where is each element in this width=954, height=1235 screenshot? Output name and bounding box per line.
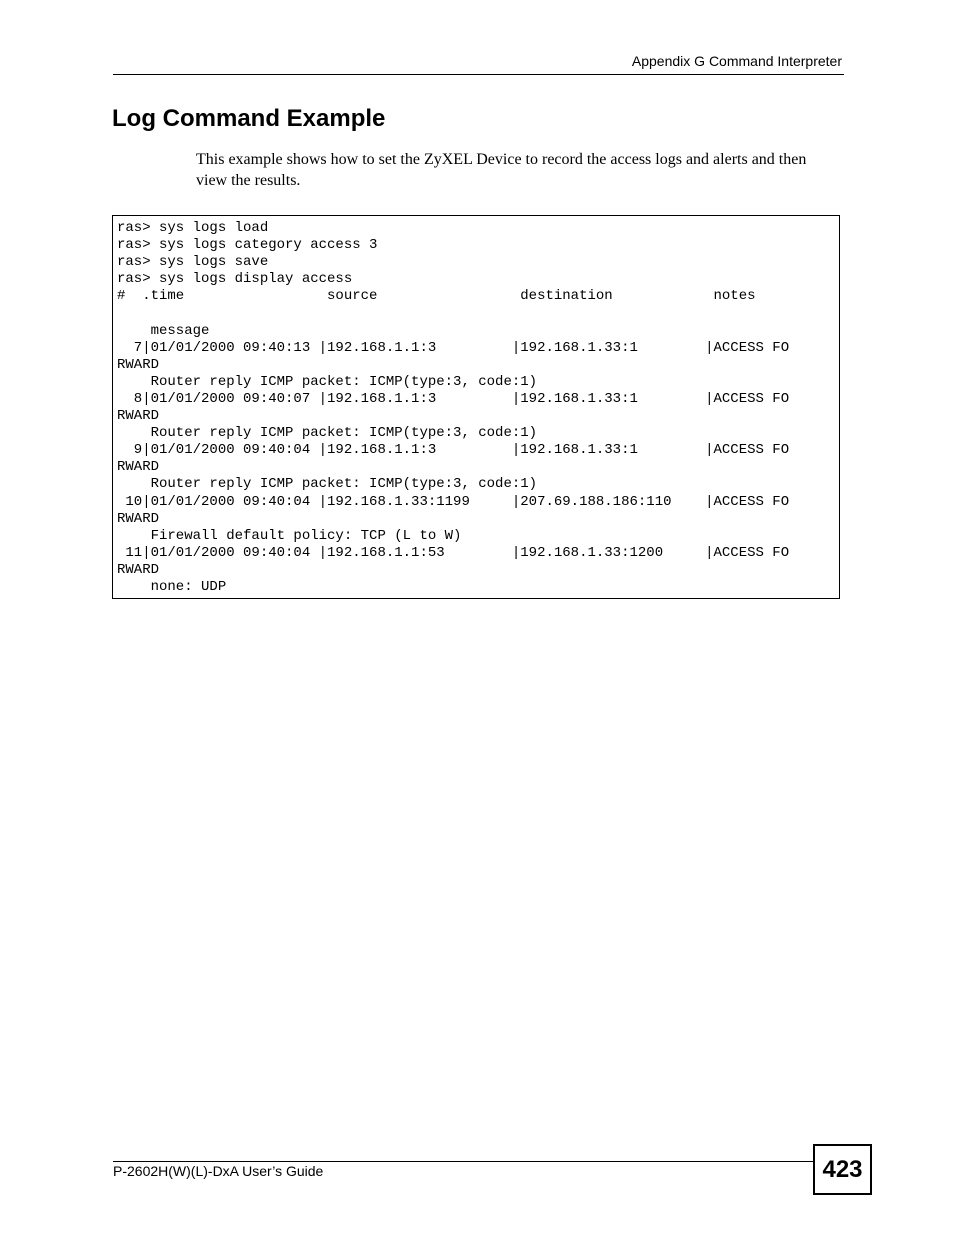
code-line: [117, 305, 839, 322]
code-line: Firewall default policy: TCP (L to W): [117, 527, 462, 544]
code-line: 10|01/01/2000 09:40:04 |192.168.1.33:1199 |207.69.188.186:110 |ACCESS FO: [117, 493, 790, 510]
code-line: 8|01/01/2000 09:40:07 |192.168.1.1:3 |192.168.1.33:1 |ACCESS FO: [117, 390, 790, 407]
code-line: RWARD: [117, 356, 160, 373]
code-line: Router reply ICMP packet: ICMP(type:3, code:1): [117, 373, 538, 390]
code-block: [112, 215, 840, 599]
intro-paragraph: This example shows how to set the ZyXEL Device to record the access logs and alerts and then view the results.: [196, 151, 807, 189]
code-line: ras> sys logs load: [117, 220, 269, 236]
code-line: RWARD: [117, 459, 160, 476]
code-line: message: [117, 322, 210, 339]
code-line: none: UDP: [117, 578, 227, 595]
code-line: RWARD: [117, 510, 160, 527]
code-line: ras> sys logs display access: [117, 271, 353, 288]
code-line: 9|01/01/2000 09:40:04 |192.168.1.1:3 |192.168.1.33:1 |ACCESS FO: [117, 442, 790, 459]
code-line: ras> sys logs category access 3: [117, 237, 378, 254]
guide-title: P-2602H(W)(L)-DxA User’s Guide: [113, 1163, 324, 1179]
page-number: 423: [813, 1144, 872, 1195]
code-line: 7|01/01/2000 09:40:13 |192.168.1.1:3 |192.168.1.33:1 |ACCESS FO: [117, 339, 790, 356]
code-line: # .time source destination notes: [117, 288, 756, 305]
code-line: RWARD: [117, 408, 160, 425]
code-line: Router reply ICMP packet: ICMP(type:3, code:1): [117, 476, 538, 493]
code-line: 11|01/01/2000 09:40:04 |192.168.1.1:53 |192.168.1.33:1200 |ACCESS FO: [117, 544, 790, 561]
code-line: ras> sys logs save: [117, 254, 269, 271]
code-line: RWARD: [117, 561, 160, 578]
code-line: Router reply ICMP packet: ICMP(type:3, code:1): [117, 425, 538, 442]
section-title: Log Command Example: [112, 105, 386, 132]
header-divider: [113, 74, 844, 75]
running-header: Appendix G Command Interpreter: [631, 53, 842, 69]
